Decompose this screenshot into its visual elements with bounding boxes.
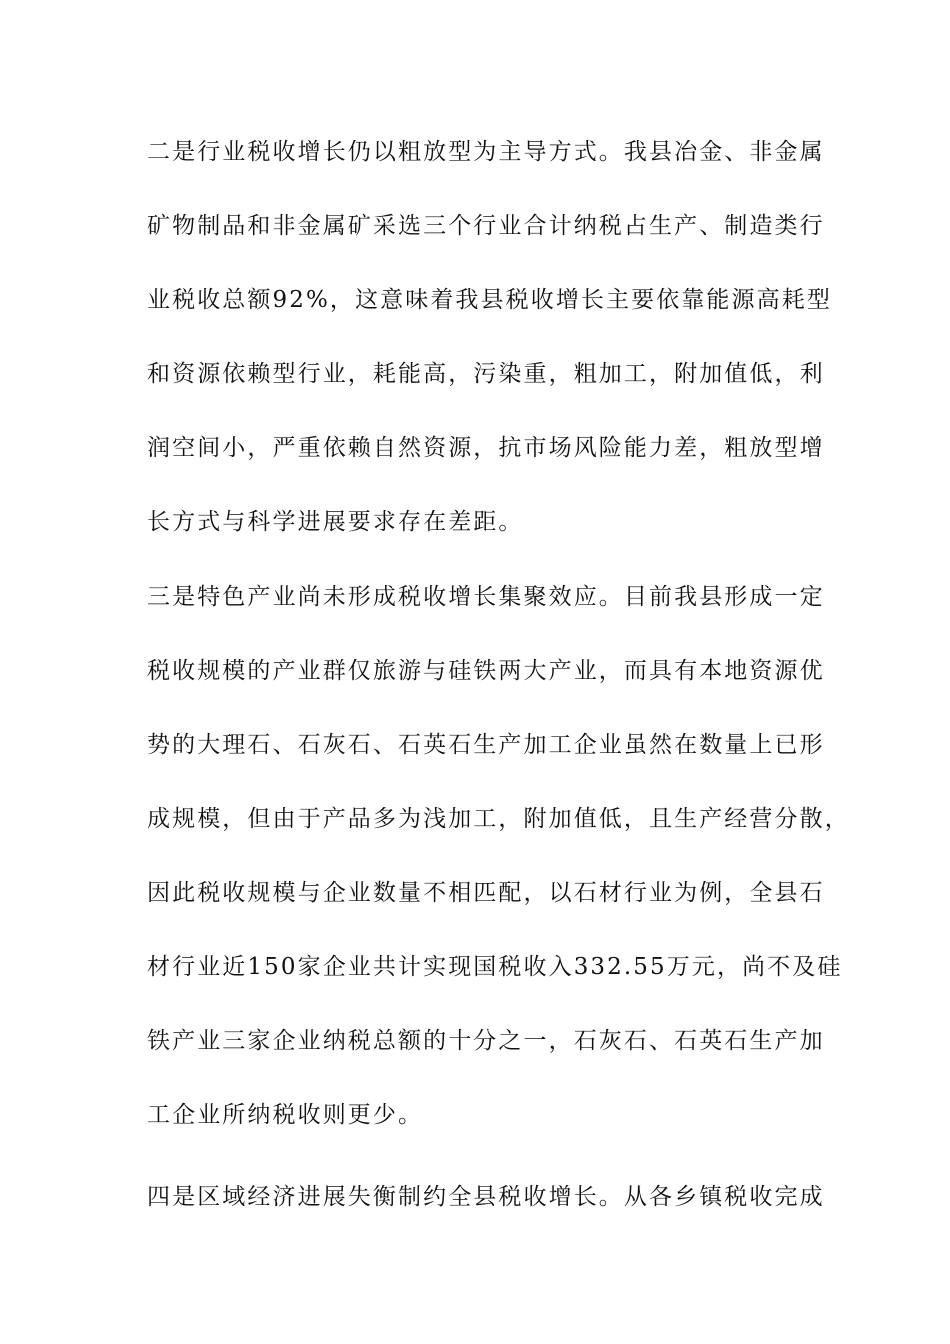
paragraph-2-line-6: 长方式与科学进展要求存在差距。 bbox=[147, 509, 524, 535]
paragraph-3-line-2: 税收规模的产业群仅旅游与硅铁两大产业，而具有本地资源优 bbox=[147, 658, 825, 684]
paragraph-3-line-4: 成规模，但由于产品多为浅加工，附加值低，且生产经营分散， bbox=[147, 806, 850, 832]
paragraph-3-line-8: 工企业所纳税收则更少。 bbox=[147, 1102, 424, 1128]
paragraph-2-line-2: 矿物制品和非金属矿采选三个行业合计纳税占生产、制造类行 bbox=[147, 213, 825, 239]
paragraph-2-line-5: 润空间小，严重依赖自然资源，抗市场风险能力差，粗放型增 bbox=[147, 435, 825, 461]
paragraph-4-line-1: 四是区域经济进展失衡制约全县税收增长。从各乡镇税收完成 bbox=[147, 1184, 825, 1210]
paragraph-3-line-3: 势的大理石、石灰石、石英石生产加工企业虽然在数量上已形 bbox=[147, 732, 825, 758]
paragraph-3-line-7: 铁产业三家企业纳税总额的十分之一，石灰石、石英石生产加 bbox=[147, 1028, 825, 1054]
paragraph-3-line-5: 因此税收规模与企业数量不相匹配，以石材行业为例，全县石 bbox=[147, 880, 825, 906]
paragraph-3-line-6: 材行业近150家企业共计实现国税收入332.55万元，尚不及硅 bbox=[147, 954, 843, 980]
paragraph-2-line-4: 和资源依赖型行业，耗能高，污染重，粗加工，附加值低，利 bbox=[147, 361, 825, 387]
paragraph-2-line-1: 二是行业税收增长仍以粗放型为主导方式。我县冶金、非金属 bbox=[147, 139, 825, 165]
paragraph-2-line-3: 业税收总额92%，这意味着我县税收增长主要依靠能源高耗型 bbox=[147, 287, 832, 313]
paragraph-3-line-1: 三是特色产业尚未形成税收增长集聚效应。目前我县形成一定 bbox=[147, 584, 825, 610]
